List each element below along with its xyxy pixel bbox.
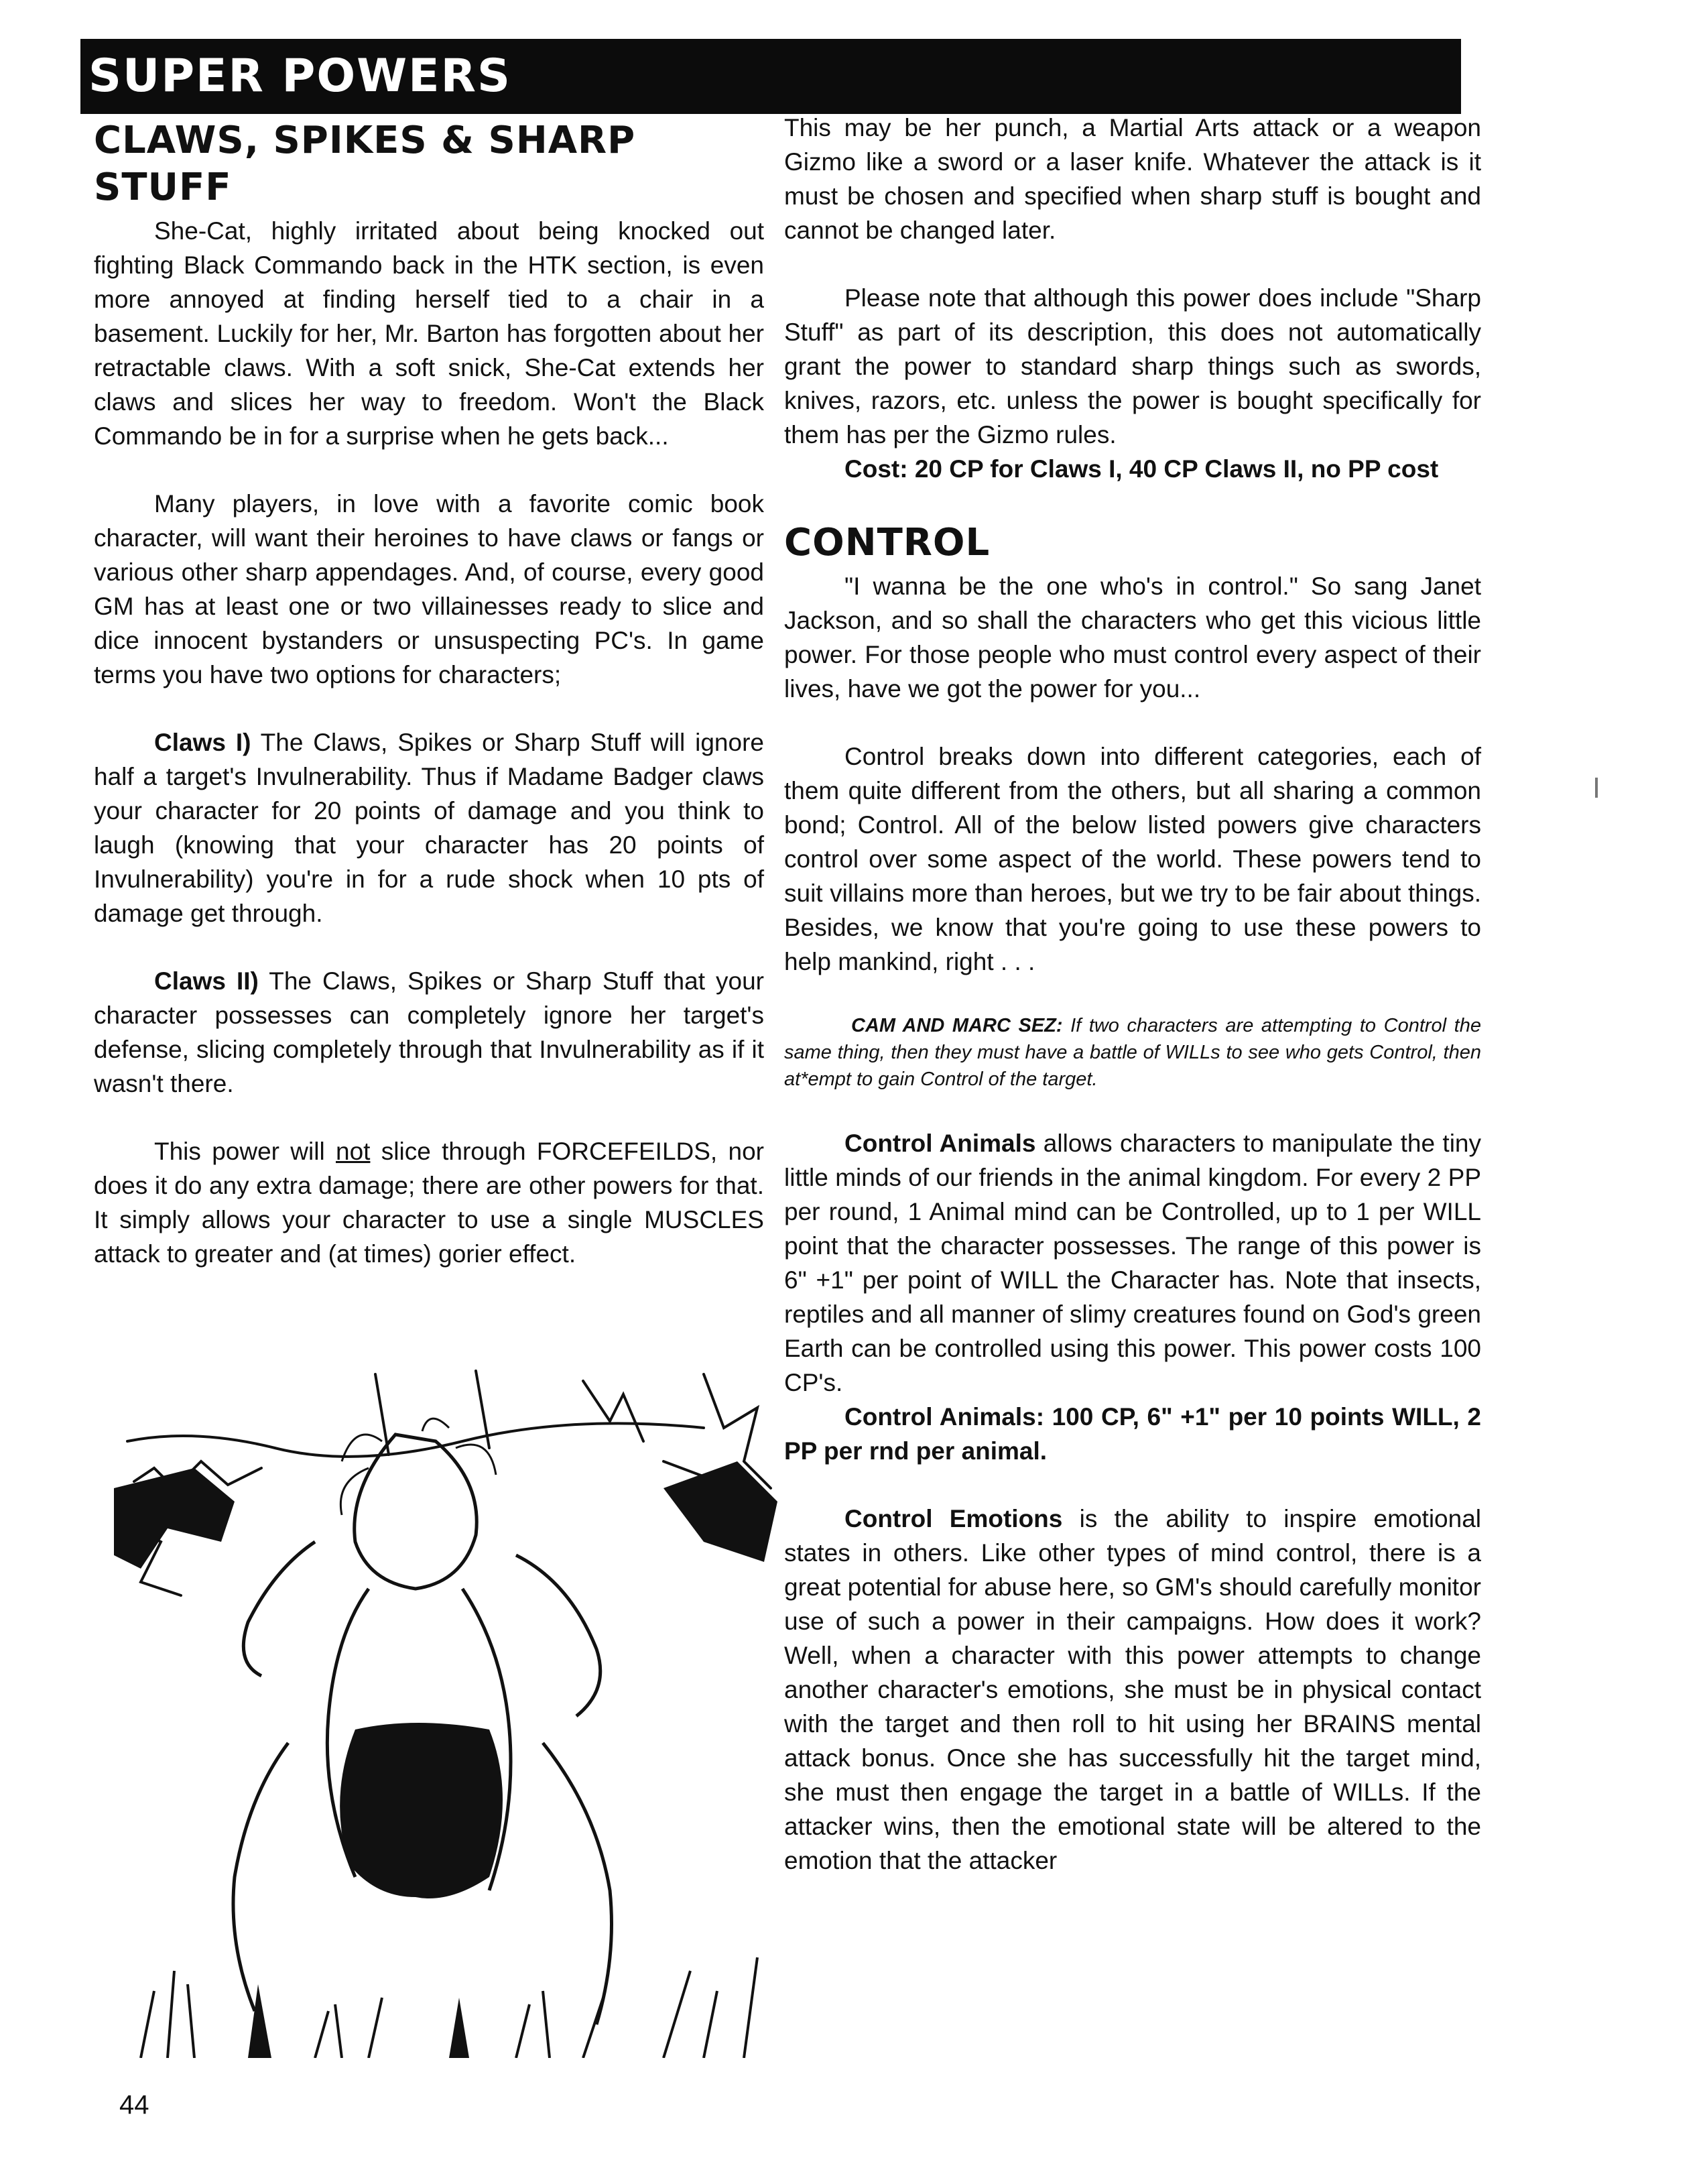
forcefield-pre: This power will bbox=[154, 1138, 336, 1165]
claws-one-text: The Claws, Spikes or Sharp Stuff will ignore half a target's Invulnerability. Thus if Madame Badger claws your character for 20 points of damage and you think to laugh (knowing that your character has 20 points of Invulnerability) you're in for a rude shock when 10 pts of damage get through. bbox=[94, 729, 764, 927]
cam-and-marc-sez-note bbox=[784, 1012, 1481, 1093]
left-column bbox=[94, 117, 764, 1271]
control-overview-paragraph: Control breaks down into different categories, each of them quite different from the others, but all sharing a common bond; Control. All of the below listed powers give characters control over some aspect of the world. These powers tend to suit villains more than heroes, but we try to be fair about things. Besides, we know that you're going to use these powers to help mankind, right . . . bbox=[784, 743, 1481, 975]
section-banner bbox=[80, 39, 1461, 114]
forcefield-not: not bbox=[336, 1138, 371, 1165]
illustration-suit bbox=[340, 1723, 503, 1898]
sez-label: CAM AND MARC SEZ: bbox=[851, 1015, 1063, 1036]
control-heading: CONTROL bbox=[784, 521, 991, 564]
control-emotions-label: Control Emotions bbox=[844, 1505, 1063, 1532]
claws-heading: CLAWS, SPIKES & SHARP STUFF bbox=[94, 119, 636, 209]
control-emotions-text: is the ability to inspire emotional states in others. Like other types of mind control, there is a great potential for abuse here, so GM's should carefully monitor use of such a power in their campaigns. How does it work? Well, when a character with this power attempts to change another character's emotions, she must be in physical contact with the target and then roll to hit using her BRAINS mental attack bonus. Once she has successfully hit the target mind, she must then engage the target in a battle of WILLs. If the attacker wins, then the emotional state will be altered to the emotion that the attacker bbox=[784, 1505, 1481, 1874]
control-animals-paragraph bbox=[784, 1126, 1481, 1400]
sez-text: If two characters are attempting to Control the same thing, then they must have a battle of WILLs to see who gets Control, then at*empt to gain Control of the target. bbox=[784, 1015, 1481, 1090]
control-animals-cost-line: Control Animals: 100 CP, 6" +1" per 10 points WILL, 2 PP per rnd per animal. bbox=[784, 1403, 1481, 1465]
banner-title: SUPER POWERS bbox=[88, 50, 511, 103]
she-cat-illustration bbox=[114, 1368, 777, 2058]
forcefield-post: slice through FORCEFEILDS, nor does it do any extra damage; there are other powers for that. It simply allows your character to use a single MUSCLES attack to greater and (at times) gorier effect. bbox=[94, 1138, 764, 1268]
sharp-stuff-note-paragraph: Please note that although this power does include "Sharp Stuff" as part of its description, this does not automatically grant the power to standard sharp things such as swords, knives, razors, etc. unless the power is bought specifically for them has per the Gizmo rules. bbox=[784, 284, 1481, 448]
illustration-head bbox=[355, 1435, 477, 1589]
right-column bbox=[784, 111, 1481, 1878]
claws-continuation-paragraph: This may be her punch, a Martial Arts attack or a weapon Gizmo like a sword or a laser knife. Whatever the attack is it must be chosen and specified when sharp stuff is bought and cannot be changed later. bbox=[784, 114, 1481, 244]
scan-artifact bbox=[1595, 778, 1598, 798]
claws-one-label: Claws I) bbox=[154, 729, 251, 756]
illustration-dark-foliage-left bbox=[114, 1468, 235, 1569]
control-emotions-paragraph bbox=[784, 1502, 1481, 1878]
claws-intro-paragraph: She-Cat, highly irritated about being knocked out fighting Black Commando back in the HTK section, is even more annoyed at finding herself tied to a chair in a basement. Luckily for her, Mr. Barton has forgotten about her retractable claws. With a soft snick, She-Cat extends her claws and slices her way to freedom. Won't the Black Commando be in for a surprise when he gets back... bbox=[94, 217, 764, 450]
forcefield-paragraph bbox=[94, 1134, 764, 1271]
claws-one-paragraph bbox=[94, 725, 764, 930]
control-intro-paragraph: "I wanna be the one who's in control." So sang Janet Jackson, and so shall the characters who get this vicious little power. For those people who must control every aspect of their lives, have we got the power for you... bbox=[784, 572, 1481, 703]
control-animals-label: Control Animals bbox=[844, 1130, 1036, 1157]
control-animals-text: allows characters to manipulate the tiny little minds of our friends in the animal kingdom. For every 2 PP per round, 1 Animal mind can be Controlled, up to 1 per WILL point that the character possesses. The range of this power is 6" +1" per point of WILL the Character has. Note that insects, reptiles and all manner of slimy creatures found on God's green Earth can be controlled using this power. This power costs 100 CP's. bbox=[784, 1130, 1482, 1396]
illustration-ground-line bbox=[127, 1423, 704, 1457]
claws-overview-paragraph: Many players, in love with a favorite comic book character, will want their heroines to have claws or fangs or various other sharp appendages. And, of course, every good GM has at least one or two villainesses ready to slice and dice innocent bystanders or unsuspecting PC's. In game terms you have two options for characters; bbox=[94, 490, 764, 688]
claws-cost-line: Cost: 20 CP for Claws I, 40 CP Claws II, no PP cost bbox=[844, 455, 1439, 483]
claws-two-label: Claws II) bbox=[154, 967, 259, 995]
claws-two-paragraph bbox=[94, 964, 764, 1101]
page-number: 44 bbox=[119, 2090, 149, 2120]
claws-two-text: The Claws, Spikes or Sharp Stuff that your character possesses can completely ignore her target's defense, slicing completely through that Invulnerability as if it wasn't there. bbox=[94, 967, 764, 1097]
